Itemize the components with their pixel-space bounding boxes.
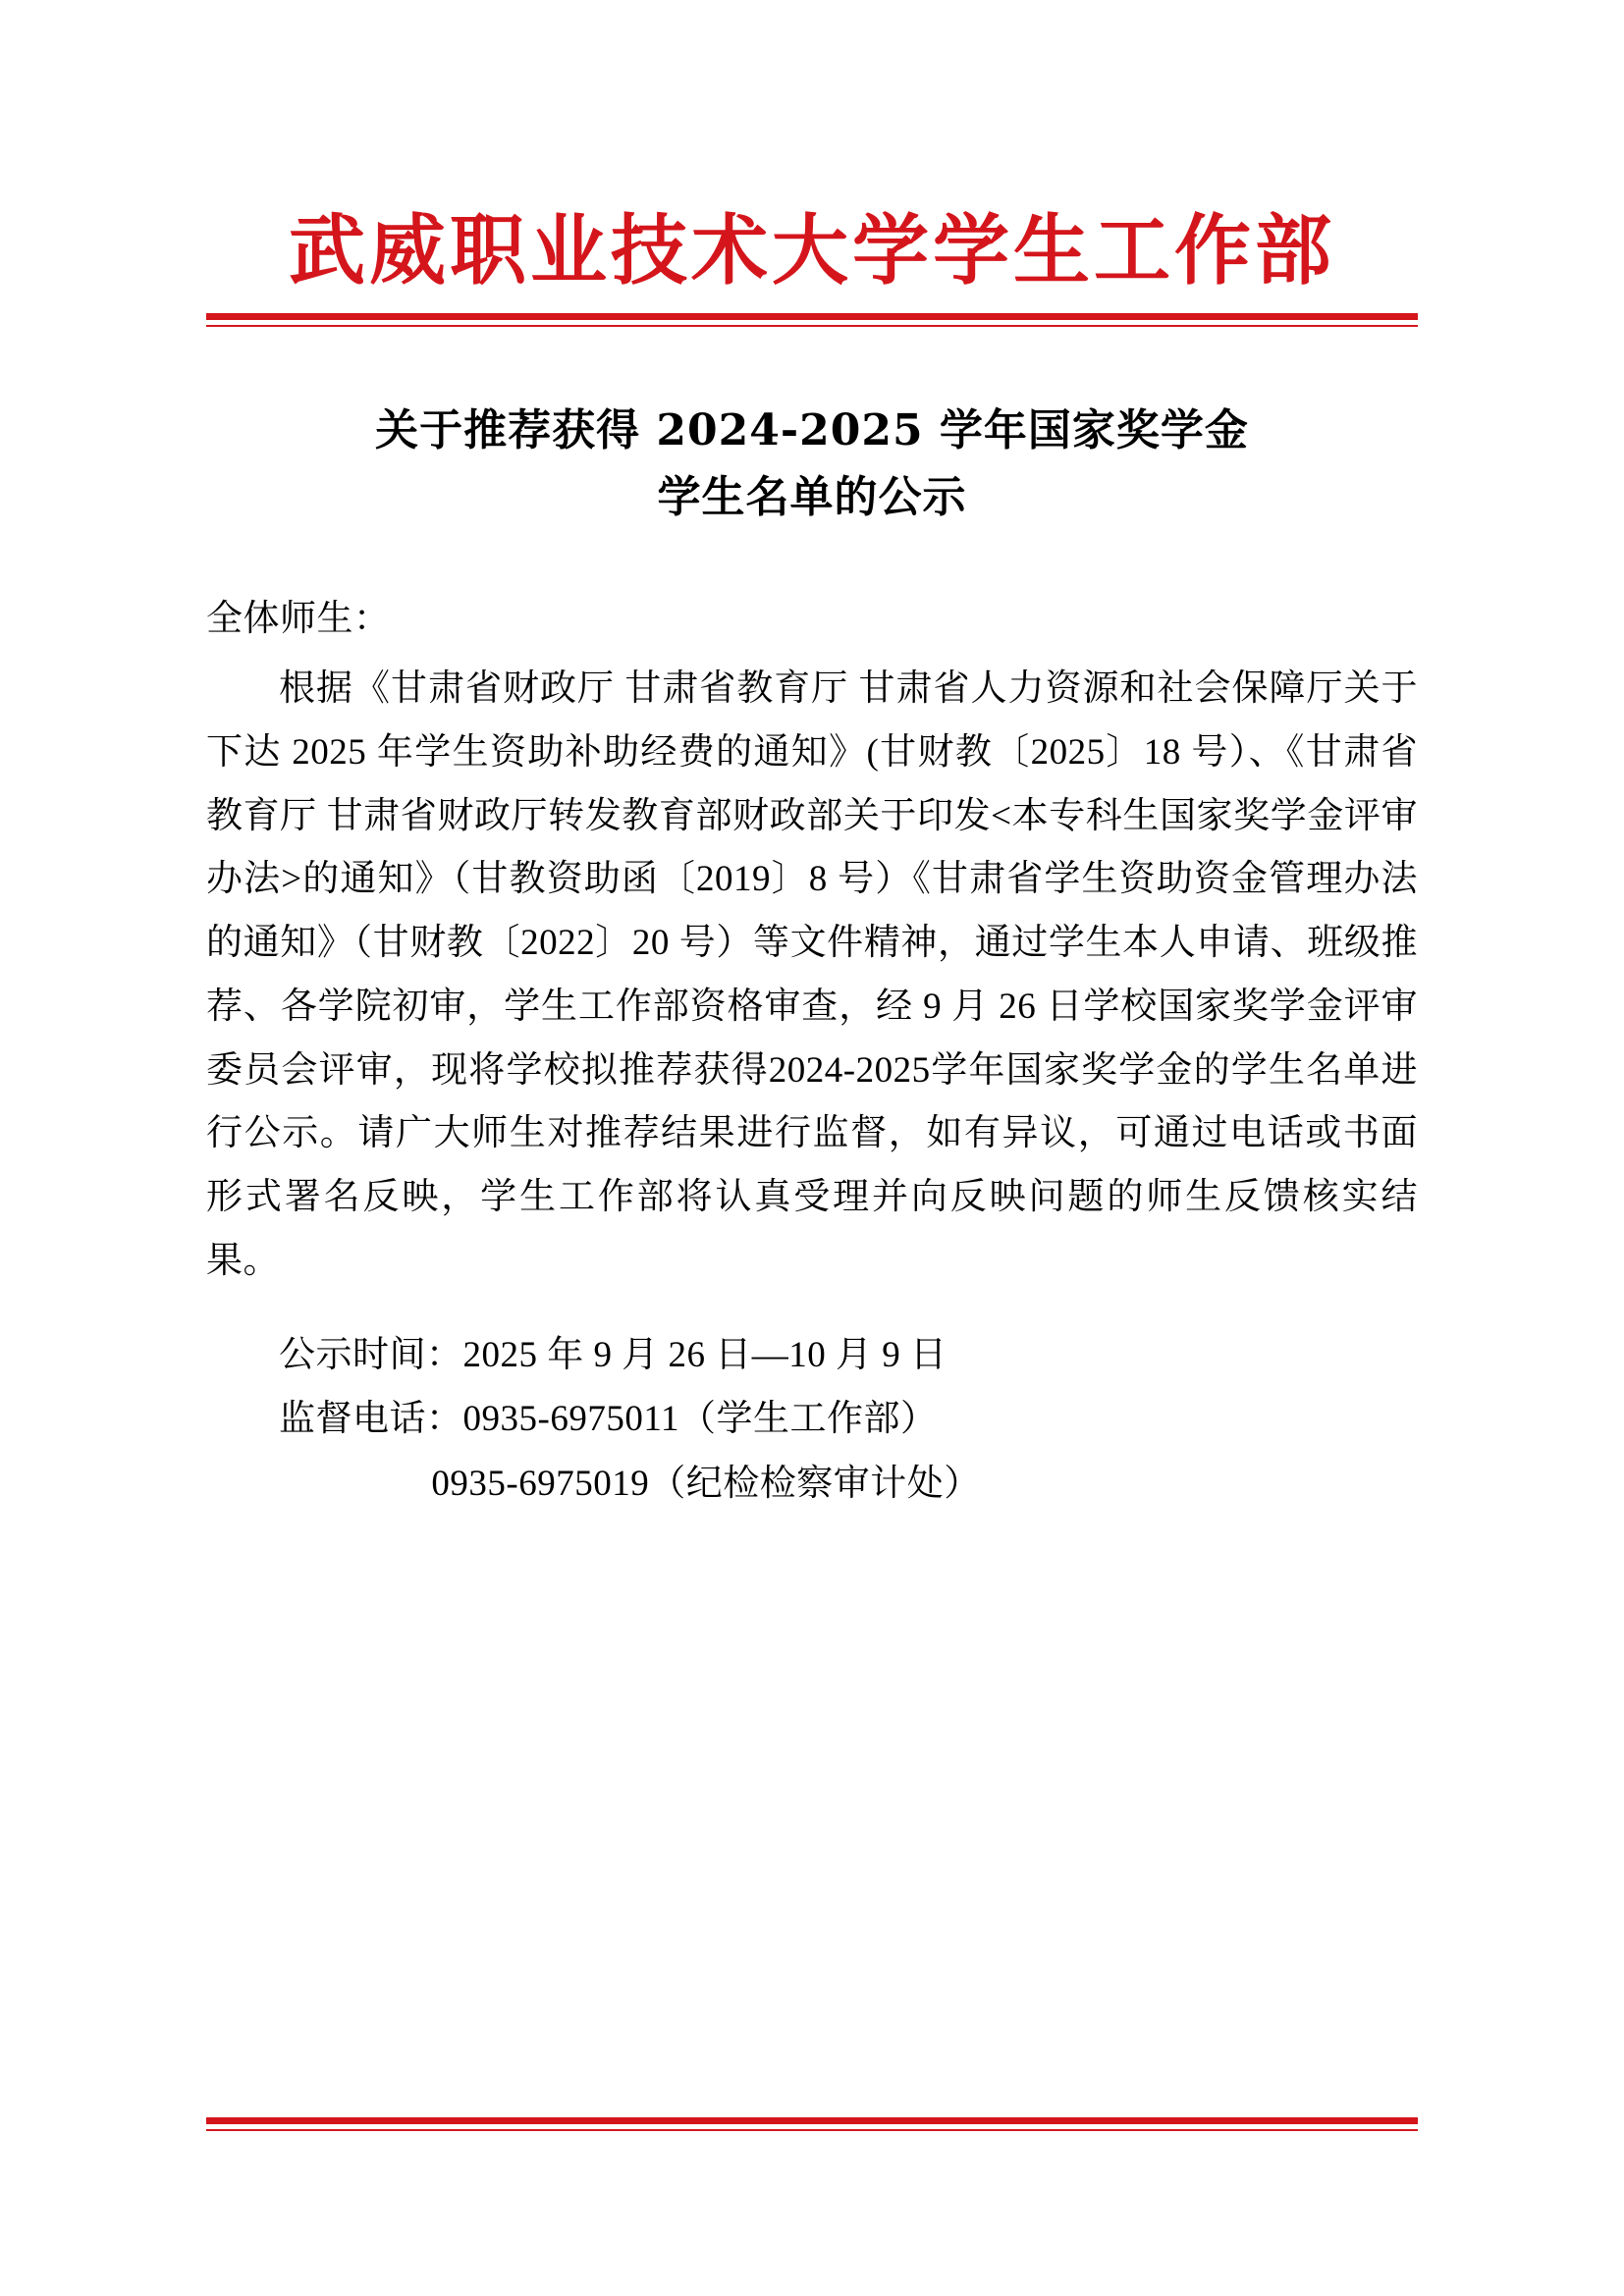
document-title: [206, 398, 1418, 531]
notice-info-block: [206, 1323, 1418, 1518]
letterhead-rule-thin: [206, 325, 1418, 327]
letterhead: [206, 0, 1418, 327]
footer-rule-group: [206, 2117, 1418, 2131]
letterhead-rule-thick: [206, 313, 1418, 320]
main-paragraph: 根据《甘肃省财政厅 甘肃省教育厅 甘肃省人力资源和社会保障厅关于下达 2025 年学生资助补助经费的通知》(甘财教〔2025〕18 号）、《甘肃省教育厅 甘肃省财政厅转发教育部财政部关于印发<本专科生国家奖学金评审办法>的通知》（甘教资助函〔2019〕8 号）《甘肃省学生资助资金管理办法的通知》（甘财教〔2022〕20 号）等文件精神，通过学生本人申请、班级推荐、各学院初审，学生工作部资格审查，经 9 月 26 日学校国家奖学金评审委员会评审，现将学校拟推荐获得2024-2025学年国家奖学金的学生名单进行公示。请广大师生对推荐结果进行监督，如有异议，可通过电话或书面形式署名反映，学生工作部将认真受理并向反映问题的师生反馈核实结果。: [206, 668, 1418, 1281]
footer-rule-thick: [206, 2117, 1418, 2124]
letterhead-rule-group: [206, 313, 1418, 327]
letterhead-organization: 武威职业技术大学学生工作部: [288, 206, 1335, 295]
supervision-phone-primary: 监督电话：0935-6975011（学生工作部）: [279, 1399, 938, 1440]
document-title-line-2: 学生名单的公示: [657, 472, 967, 523]
salutation: 全体师生：: [206, 599, 391, 640]
footer-rule-thin: [206, 2129, 1418, 2131]
publicity-period: 公示时间：2025 年 9 月 26 日—10 月 9 日: [279, 1334, 947, 1375]
document-body: [206, 588, 1418, 1517]
document-title-line-1: 关于推荐获得 2024-2025 学年国家奖学金: [375, 404, 1249, 455]
supervision-phone-secondary: 0935-6975019（纪检检察审计处）: [431, 1464, 981, 1505]
